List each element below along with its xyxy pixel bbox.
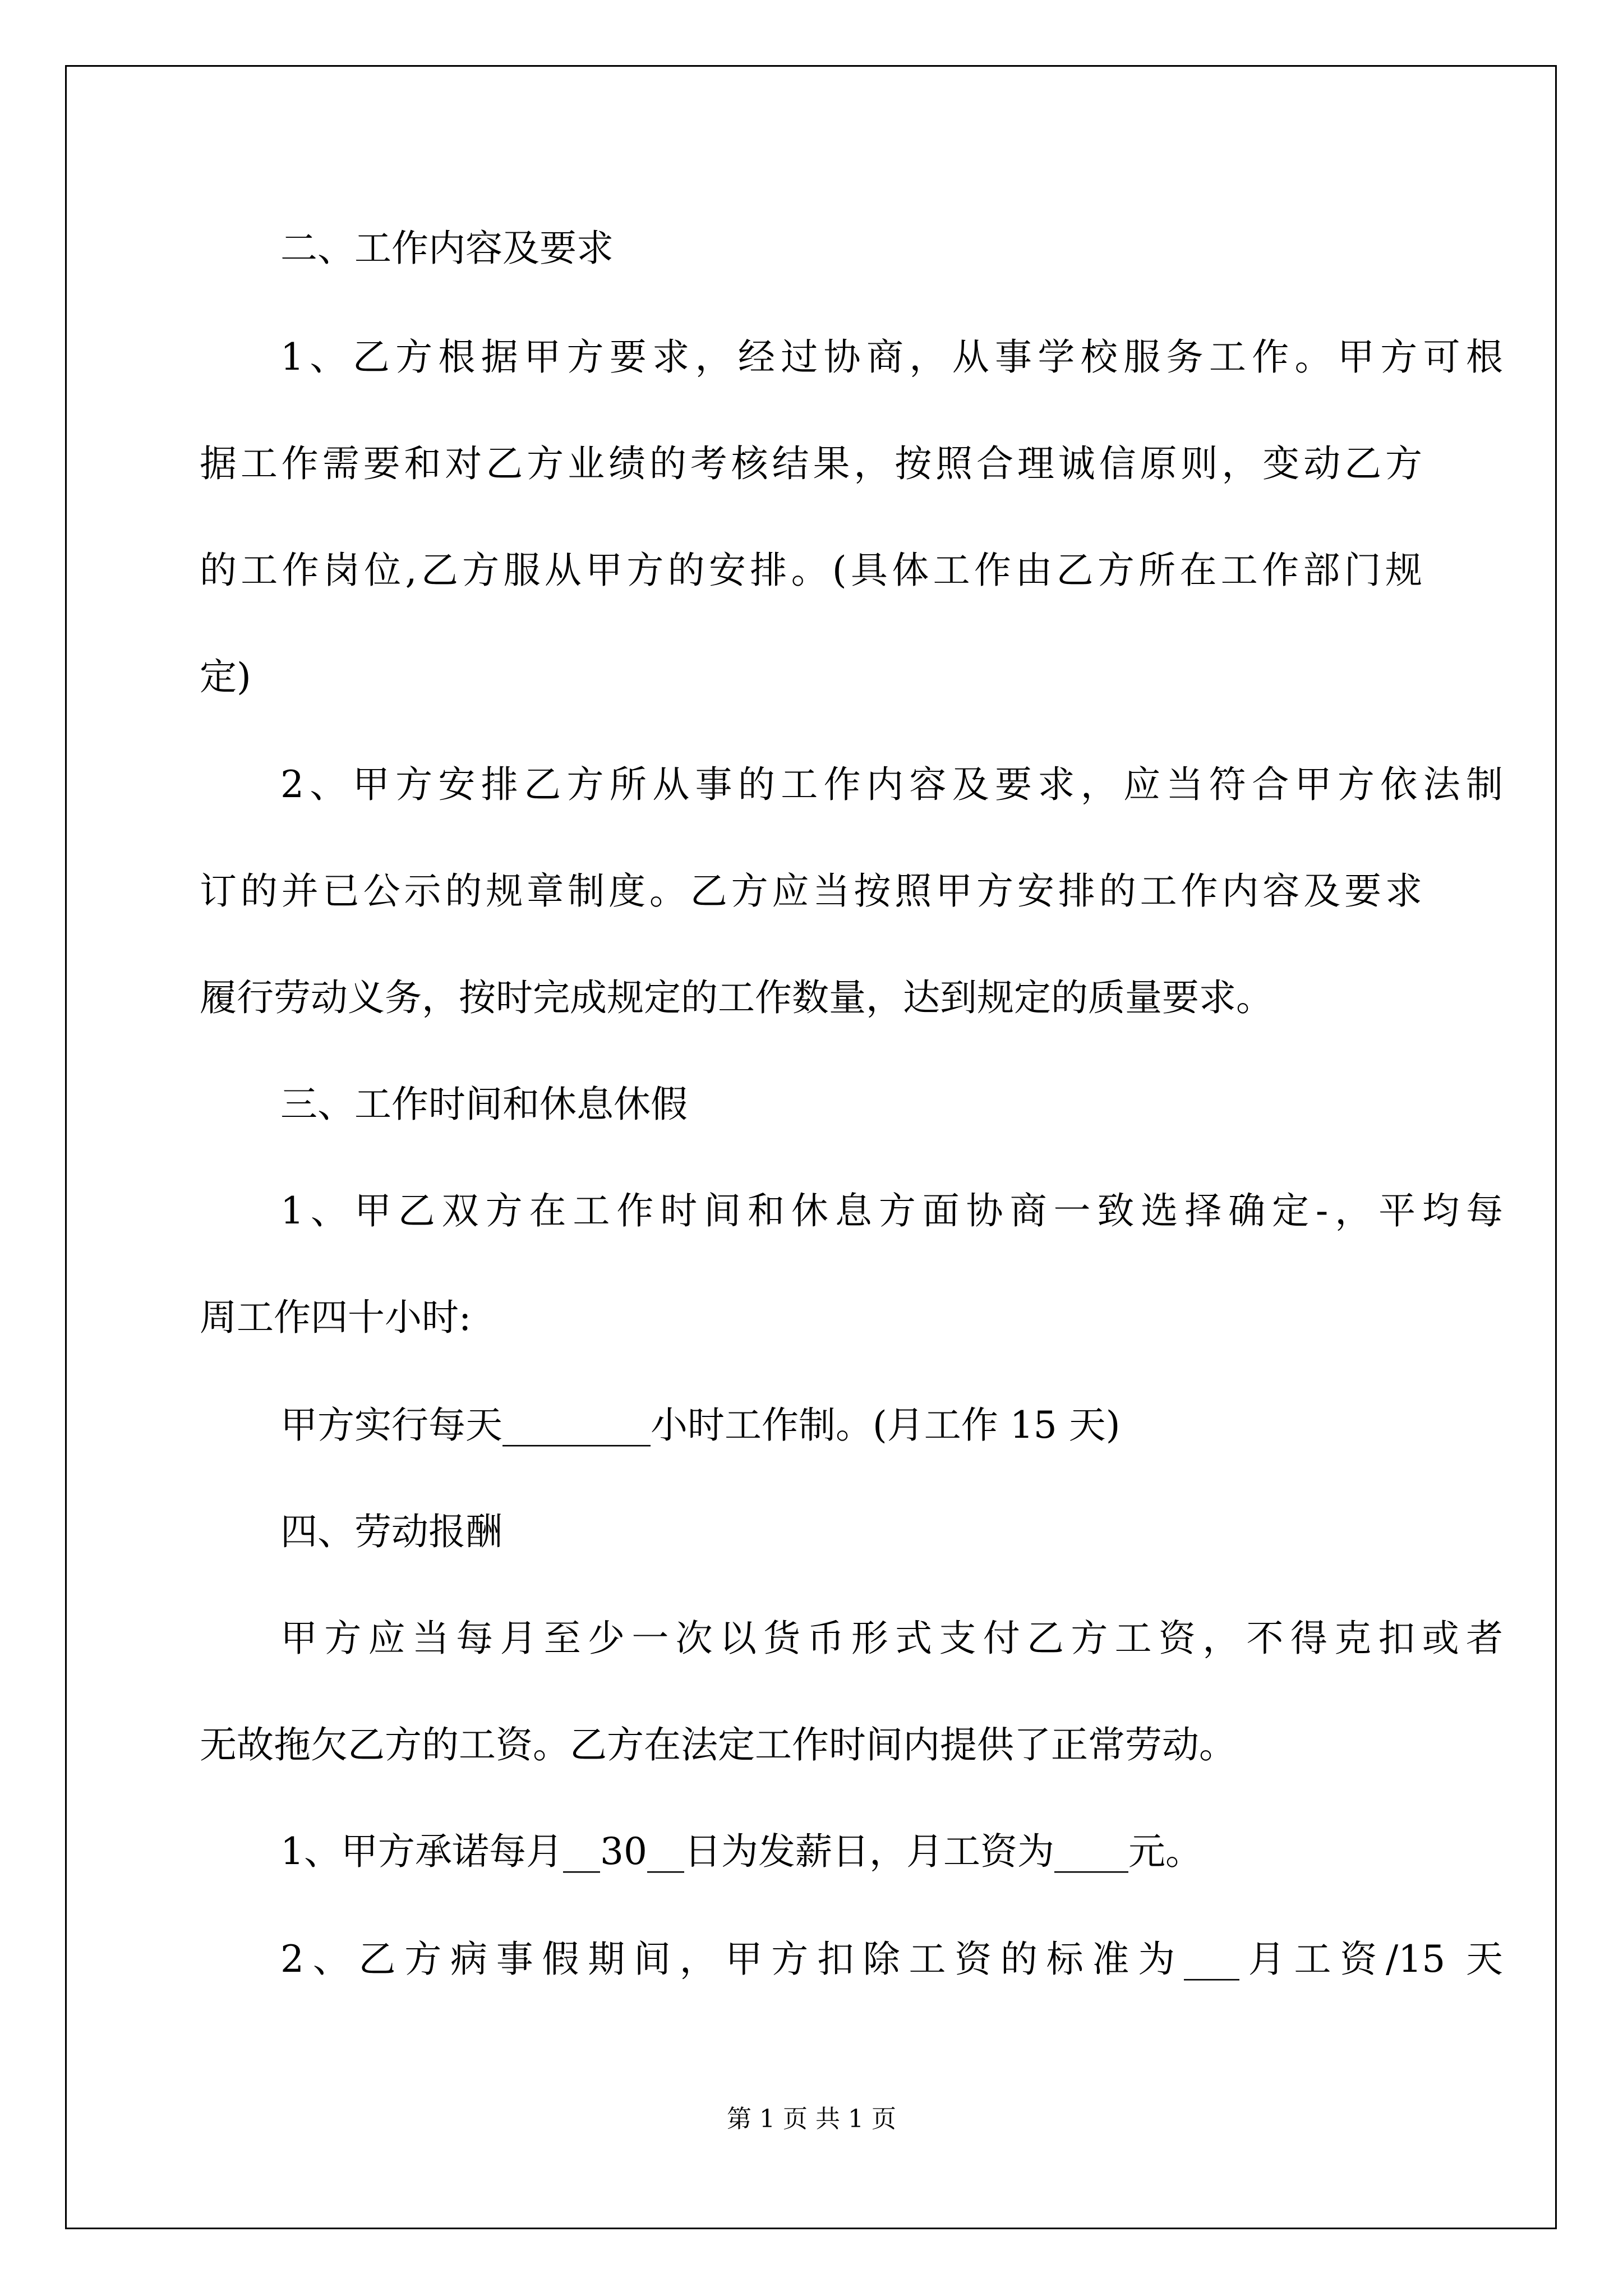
paragraph-line: 定) [200, 655, 251, 698]
paragraph-line: 2、甲方安排乙方所从事的工作内容及要求，应当符合甲方依法制 [280, 763, 1503, 806]
paragraph-line: 1、乙方根据甲方要求，经过协商，从事学校服务工作。甲方可根 [280, 335, 1503, 379]
paragraph-line: 1、甲乙双方在工作时间和休息方面协商一致选择确定-，平均每 [280, 1189, 1503, 1232]
paragraph-line: 周工作四十小时: [200, 1296, 472, 1339]
paragraph-line: 无故拖欠乙方的工资。乙方在法定工作时间内提供了正常劳动。 [200, 1723, 1236, 1766]
paragraph-line: 订的并已公示的规章制度。乙方应当按照甲方安排的工作内容及要求 [200, 869, 1422, 913]
paragraph-line: 据工作需要和对乙方业绩的考核结果，按照合理诚信原则，变动乙方 [200, 442, 1422, 485]
section-heading-3: 三、工作时间和休息休假 [280, 1083, 688, 1126]
page-number-footer: 第 1 页 共 1 页 [727, 2105, 896, 2133]
paragraph-line: 履行劳动义务，按时完成规定的工作数量，达到规定的质量要求。 [200, 976, 1273, 1019]
section-heading-2: 二、工作内容及要求 [280, 227, 614, 270]
paragraph-line: 1、甲方承诺每月__30__日为发薪日，月工资为____元。 [280, 1830, 1202, 1873]
paragraph-line: 2、乙方病事假期间，甲方扣除工资的标准为___月工资/15 天 [280, 1938, 1503, 1981]
paragraph-line: 甲方应当每月至少一次以货币形式支付乙方工资，不得克扣或者 [280, 1617, 1503, 1660]
section-heading-4: 四、劳动报酬 [280, 1510, 502, 1553]
paragraph-line: 甲方实行每天________小时工作制。(月工作 15 天) [280, 1404, 1121, 1447]
page-border [65, 65, 1557, 2229]
paragraph-line: 的工作岗位,乙方服从甲方的安排。(具体工作由乙方所在工作部门规 [200, 549, 1422, 592]
